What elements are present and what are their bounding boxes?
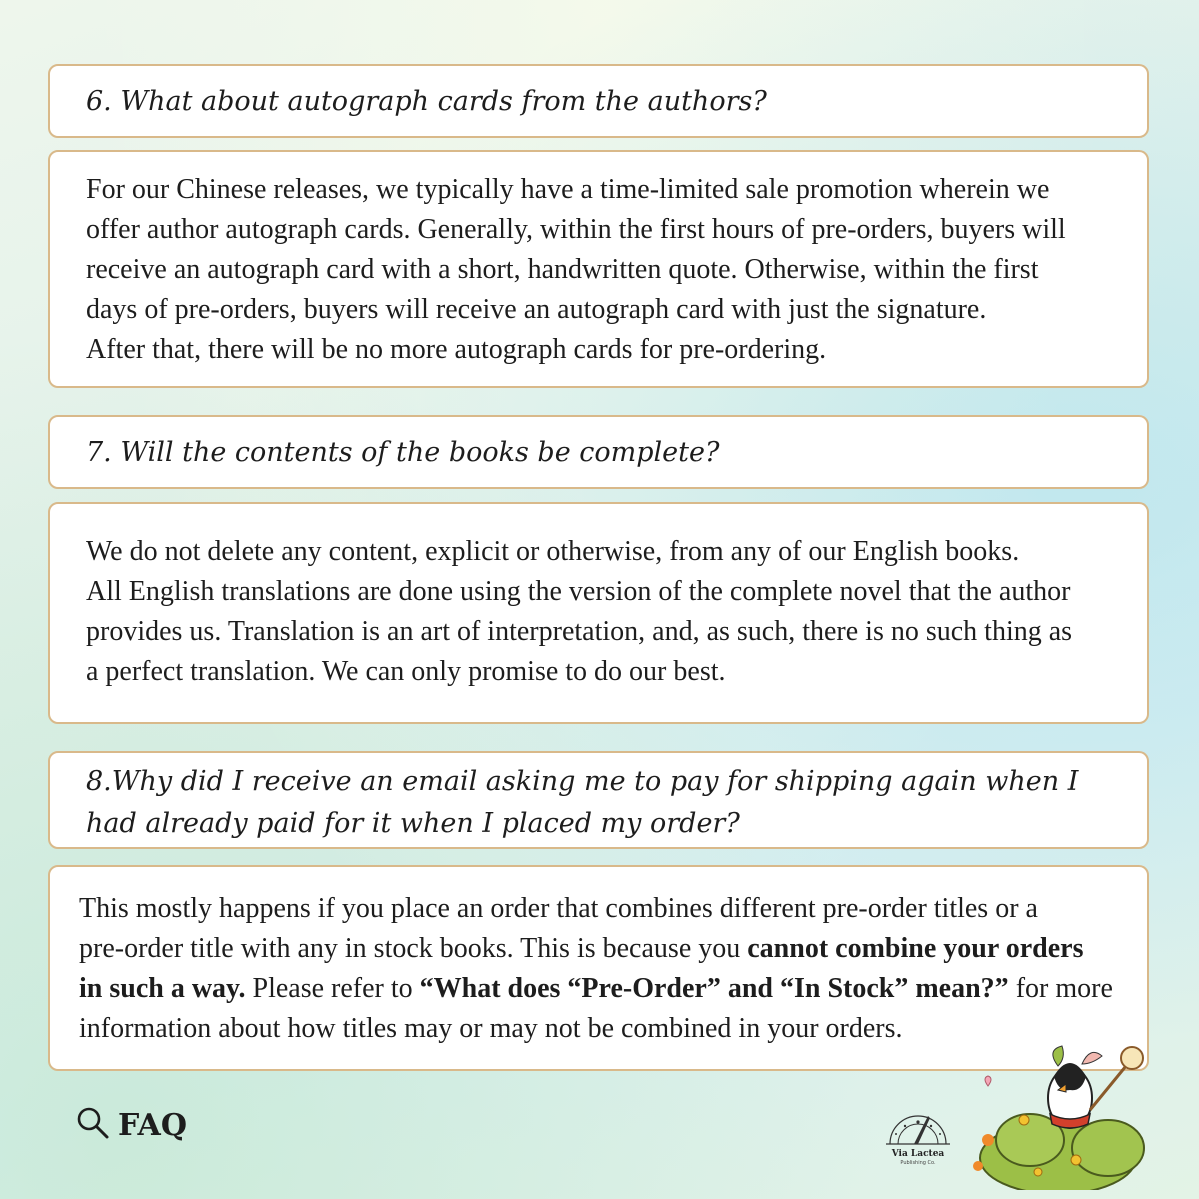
answer-line: receive an autograph card with a short, handwritten quote. Otherwise, within the first (86, 254, 1039, 285)
answer-emphasis: in such a way. (79, 973, 246, 1004)
answer-line (79, 969, 1113, 1009)
answer-text: Please refer to (245, 973, 420, 1004)
faq-question-6: 6. What about autograph cards from the authors? (86, 86, 767, 117)
answer-text: for more (1008, 973, 1113, 1004)
answer-line (79, 929, 1107, 969)
faq-answer-7 (50, 504, 1147, 692)
faq-reference-link[interactable]: “What does “Pre-Order” and “In Stock” mean?” (419, 973, 1009, 1004)
faq-question-7: 7. Will the contents of the books be complete? (86, 437, 720, 468)
faq-question-8 (50, 753, 1147, 845)
answer-line: For our Chinese releases, we typically have a time-limited sale promotion wherein we (86, 174, 1050, 205)
footer-faq-tag (76, 1103, 187, 1147)
answer-line: We do not delete any content, explicit or otherwise, from any of our English books. (86, 536, 1020, 567)
faq-answer-8 (50, 867, 1147, 1049)
faq-answer-6-card (48, 150, 1149, 388)
faq-question-6-card (48, 64, 1149, 138)
answer-line: provides us. Translation is an art of interpretation, and, as such, there is no such thing as (86, 616, 1073, 647)
faq-answer-7-card (48, 502, 1149, 724)
faq-question-7-card (48, 415, 1149, 489)
svg-text:Publishing Co.: Publishing Co. (900, 1160, 936, 1166)
answer-line: offer author autograph cards. Generally, within the first hours of pre-orders, buyers will (86, 214, 1066, 245)
via-lactea-logo (878, 1108, 958, 1168)
answer-text: pre-order title with any in stock books. This is because you (79, 933, 748, 964)
answer-line: After that, there will be no more autograph cards for pre-ordering. (86, 334, 827, 365)
answer-line: days of pre-orders, buyers will receive an autograph card with just the signature. (86, 294, 987, 325)
search-icon (76, 1106, 110, 1144)
answer-line: This mostly happens if you place an order that combines different pre-order titles or a (79, 893, 1038, 924)
answer-line: All English translations are done using the version of the complete novel that the author (86, 576, 1071, 607)
answer-line: a perfect translation. We can only promise to do our best. (86, 656, 726, 687)
question-line: had already paid for it when I placed my order? (86, 808, 740, 839)
answer-emphasis: cannot combine your orders (747, 933, 1084, 964)
svg-text:Via Lactea: Via Lactea (891, 1149, 945, 1159)
answer-line: information about how titles may or may not be combined in your orders. (79, 1013, 903, 1044)
footer-label: FAQ (118, 1107, 187, 1143)
question-line: 8.Why did I receive an email asking me to pay for shipping again when I (86, 766, 1079, 797)
faq-answer-6 (50, 152, 1147, 370)
mascot-illustration (958, 1040, 1158, 1190)
faq-question-8-card (48, 751, 1149, 849)
